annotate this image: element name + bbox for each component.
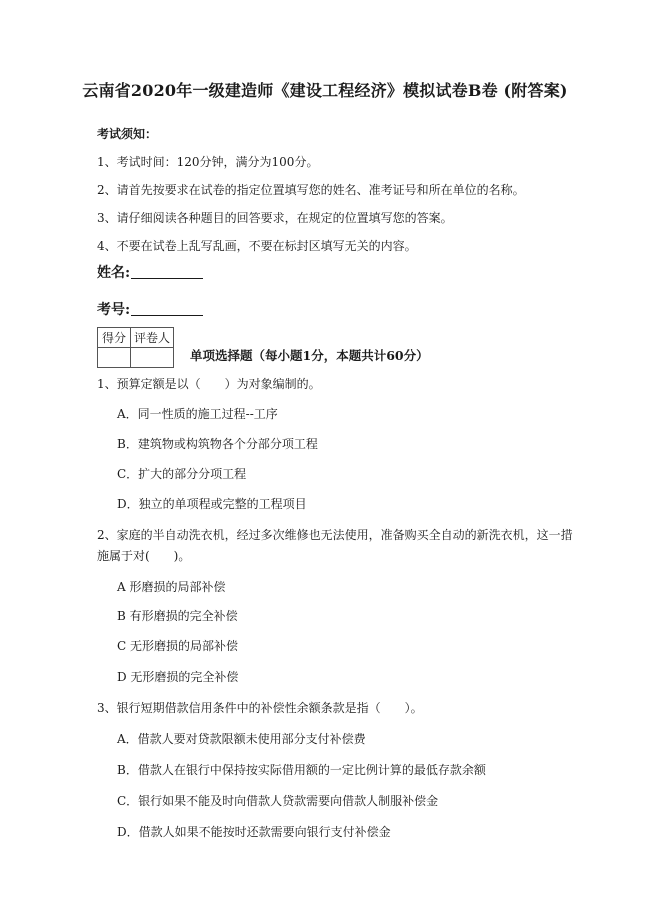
question-option: B 有形磨损的完全补偿 [117,609,238,623]
grader-header: 评卷人 [131,328,174,348]
question-stem: 3、银行短期借款信用条件中的补偿性余额条款是指（ ）。 [97,701,423,715]
section-title: 单项选择题（每小题1分，本题共计60分） [190,348,429,363]
name-label: 姓名: [97,265,131,281]
notice-item: 1、考试时间：120分钟，满分为100分。 [97,155,319,169]
score-table [97,327,174,368]
question-option: D．借款人如果不能按时还款需要向银行支付补偿金 [117,825,391,839]
question-option: D．独立的单项程或完整的工程项目 [117,497,307,511]
question-option: A．借款人要对贷款限额未使用部分支付补偿费 [117,732,366,746]
question-option: B．借款人在银行中保持按实际借用额的一定比例计算的最低存款余额 [117,763,486,777]
question-option: C 无形磨损的局部补偿 [117,639,238,653]
question-option: C．银行如果不能及时向借款人贷款需要向借款人制服补偿金 [117,794,439,808]
document-title: 云南省2020年一级建造师《建设工程经济》模拟试卷B卷 (附答案) [82,81,568,100]
question-option: A．同一性质的施工过程--工序 [117,407,278,421]
notice-item: 2、请首先按要求在试卷的指定位置填写您的姓名、准考证号和所在单位的名称。 [97,183,525,197]
score-cell[interactable] [98,348,131,368]
exam-id-label: 考号: [97,302,131,318]
name-field [97,262,203,282]
grader-cell[interactable] [131,348,174,368]
score-header: 得分 [98,328,131,348]
question-option: A 形磨损的局部补偿 [117,580,226,594]
question-option: D 无形磨损的完全补偿 [117,670,239,684]
question-option: B．建筑物或构筑物各个分部分项工程 [117,437,318,451]
exam-id-blank[interactable] [131,301,203,316]
question-stem-continued: 施属于对( )。 [97,549,191,563]
notice-item: 3、请仔细阅读各种题目的回答要求，在规定的位置填写您的答案。 [97,211,453,225]
notice-item: 4、不要在试卷上乱写乱画，不要在标封区填写无关的内容。 [97,239,417,253]
name-blank[interactable] [131,264,203,279]
question-stem: 1、预算定额是以（ ）为对象编制的。 [97,377,321,391]
question-stem: 2、家庭的半自动洗衣机，经过多次维修也无法使用，准备购买全自动的新洗衣机，这一措 [97,528,573,542]
question-option: C．扩大的部分分项工程 [117,467,247,481]
notice-heading: 考试须知： [97,127,158,141]
exam-id-field [97,299,203,319]
